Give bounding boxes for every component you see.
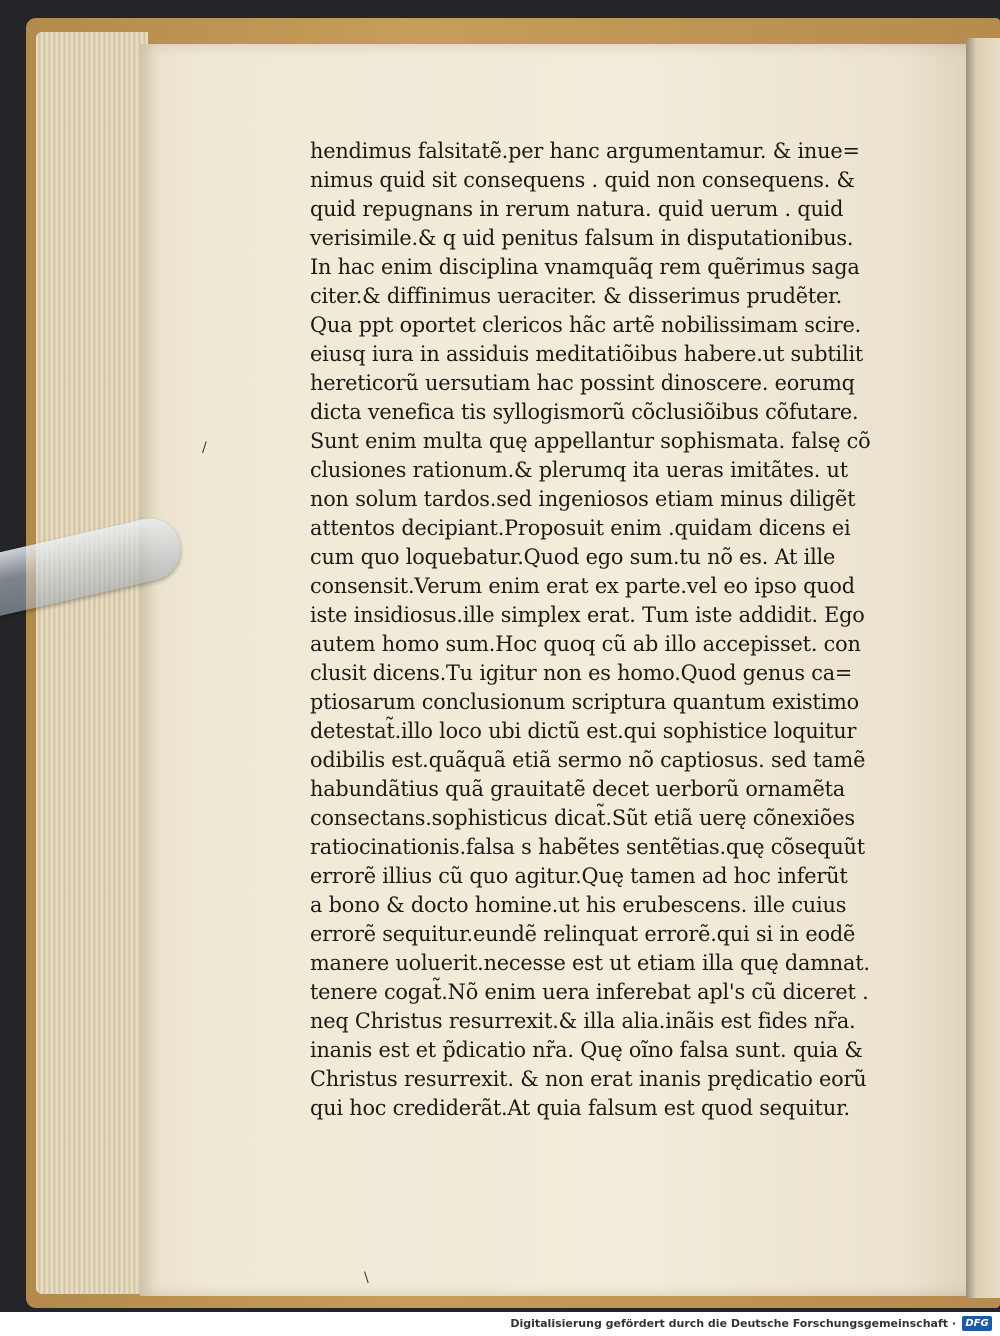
facing-page-edge <box>966 38 1000 1298</box>
text-line: clusit dicens.Tu igitur non es homo.Quod genus ca= <box>310 661 853 685</box>
text-line: In hac enim disciplina vnamquãq rem quẽrimus saga <box>310 255 860 279</box>
text-line: ptiosarum conclusionum scriptura quantum existimo <box>310 690 859 714</box>
footer-credit: Digitalisierung gefördert durch die Deutsche Forschungsgemeinschaft · <box>510 1317 956 1330</box>
text-line: dicta venefica tis syllogismorũ cõclusiõibus cõfutare. <box>310 400 859 424</box>
text-line: errorẽ illius cũ quo agitur.Quę tamen ad hoc inferũt <box>310 864 848 888</box>
text-line: hereticorũ uersutiam hac possint dinoscere. eorumq <box>310 371 855 395</box>
dfg-logo: DFG <box>962 1316 992 1331</box>
text-line: clusiones rationum.& plerumq ita ueras imitãtes. ut <box>310 458 848 482</box>
text-line: attentos decipiant.Proposuit enim .quidam dicens ei <box>310 516 851 540</box>
text-line: manere uoluerit.necesse est ut etiam illa quę damnat. <box>310 951 870 975</box>
text-line: Qua ppt oportet clericos hãc artẽ nobilissimam scire. <box>310 313 862 337</box>
ink-mark: \ <box>364 1270 369 1286</box>
text-line: tenere cogat̃.Nõ enim uera inferebat apl's cũ diceret . <box>310 980 869 1004</box>
text-line: inanis est et p̃dicatio nr̃a. Quę oĩno falsa sunt. quia & <box>310 1038 863 1062</box>
page-edges <box>36 32 148 1294</box>
text-line: iste insidiosus.ille simplex erat. Tum iste addidit. Ego <box>310 603 865 627</box>
text-line: odibilis est.quãquã etiã sermo nõ captiosus. sed tamẽ <box>310 748 866 772</box>
text-line: habundãtius quã grauitatẽ decet uerborũ ornamẽta <box>310 777 845 801</box>
text-line: cum quo loquebatur.Quod ego sum.tu nõ es. At ille <box>310 545 836 569</box>
text-line: detestat̃.illo loco ubi dictũ est.qui sophistice loquitur <box>310 719 857 743</box>
text-line: Sunt enim multa quę appellantur sophismata. falsę cõ <box>310 429 871 453</box>
text-line: Christus resurrexit. & non erat inanis prędicatio eorũ <box>310 1067 867 1091</box>
text-line: ratiocinationis.falsa s habẽtes sentẽtias.quę cõsequũt <box>310 835 865 859</box>
text-line: consensit.Verum enim erat ex parte.vel eo ipso quod <box>310 574 855 598</box>
page-text <box>310 137 910 1123</box>
text-line: errorẽ sequitur.eundẽ relinquat errorẽ.qui si in eodẽ <box>310 922 856 946</box>
text-line: autem homo sum.Hoc quoq cũ ab illo accepisset. con <box>310 632 861 656</box>
text-line: eiusq iura in assiduis meditatiõibus habere.ut subtilit <box>310 342 864 366</box>
text-line: quid repugnans in rerum natura. quid uerum . quid <box>310 197 844 221</box>
digitization-footer <box>0 1312 1000 1336</box>
text-line: hendimus falsitatẽ.per hanc argumentamur. & inue= <box>310 139 860 163</box>
text-line: nimus quid sit consequens . quid non consequens. & <box>310 168 855 192</box>
text-line: non solum tardos.sed ingeniosos etiam minus diligẽt <box>310 487 856 511</box>
text-line: consectans.sophisticus dicat̃.Sũt etiã uerę cõnexiões <box>310 806 855 830</box>
text-line: qui hoc crediderãt.At quia falsum est quod sequitur. <box>310 1096 850 1120</box>
text-line: citer.& diffinimus ueraciter. & disserimus prudẽter. <box>310 284 843 308</box>
ink-mark: / <box>202 440 207 456</box>
text-line: a bono & docto homine.ut his erubescens. ille cuius <box>310 893 847 917</box>
text-line: verisimile.& q uid penitus falsum in disputationibus. <box>310 226 854 250</box>
text-line: neq Christus resurrexit.& illa alia.inãis est fides nr̃a. <box>310 1009 856 1033</box>
